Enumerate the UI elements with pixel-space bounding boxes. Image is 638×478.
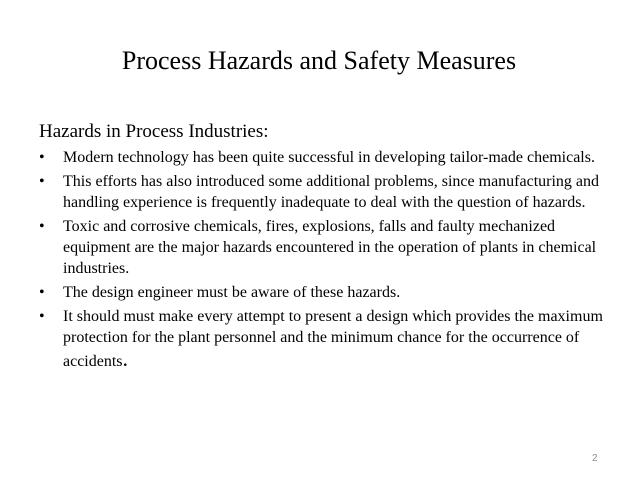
bullet-text: Toxic and corrosive chemicals, fires, explosions, falls and faulty mechanized equipment are the major hazards encountered in the operation of plants in chemical industries. [63,218,597,277]
page-number: 2 [592,453,598,464]
final-period: . [122,346,129,371]
bullet-marker: • [39,284,45,301]
bullet-text [63,306,609,372]
bullet-item [39,306,609,372]
bullet-list [39,144,609,372]
bullet-item [39,171,609,213]
slide-title: Process Hazards and Safety Measures [121,46,517,75]
bullet-marker: • [39,173,45,190]
bullet-marker: • [39,149,45,166]
bullet-text: The design engineer must be aware of these hazards. [63,284,401,301]
bullet-text: This efforts has also introduced some additional problems, since manufacturing and handling experience is frequently inadequate to deal with the question of hazards. [63,173,600,211]
bullet-marker: • [39,218,45,235]
section-heading: Hazards in Process Industries: [39,121,269,142]
bullet-item [39,216,609,279]
bullet-item [39,282,609,303]
bullet-item [39,147,609,168]
bullet-text: Modern technology has been quite successful in developing tailor-made chemicals. [63,149,595,166]
bullet-text-content: It should must make every attempt to present a design which provides the maximum protection for the plant personnel and the minimum chance for the occurrence of accidents [63,308,603,370]
bullet-marker: • [39,308,45,325]
